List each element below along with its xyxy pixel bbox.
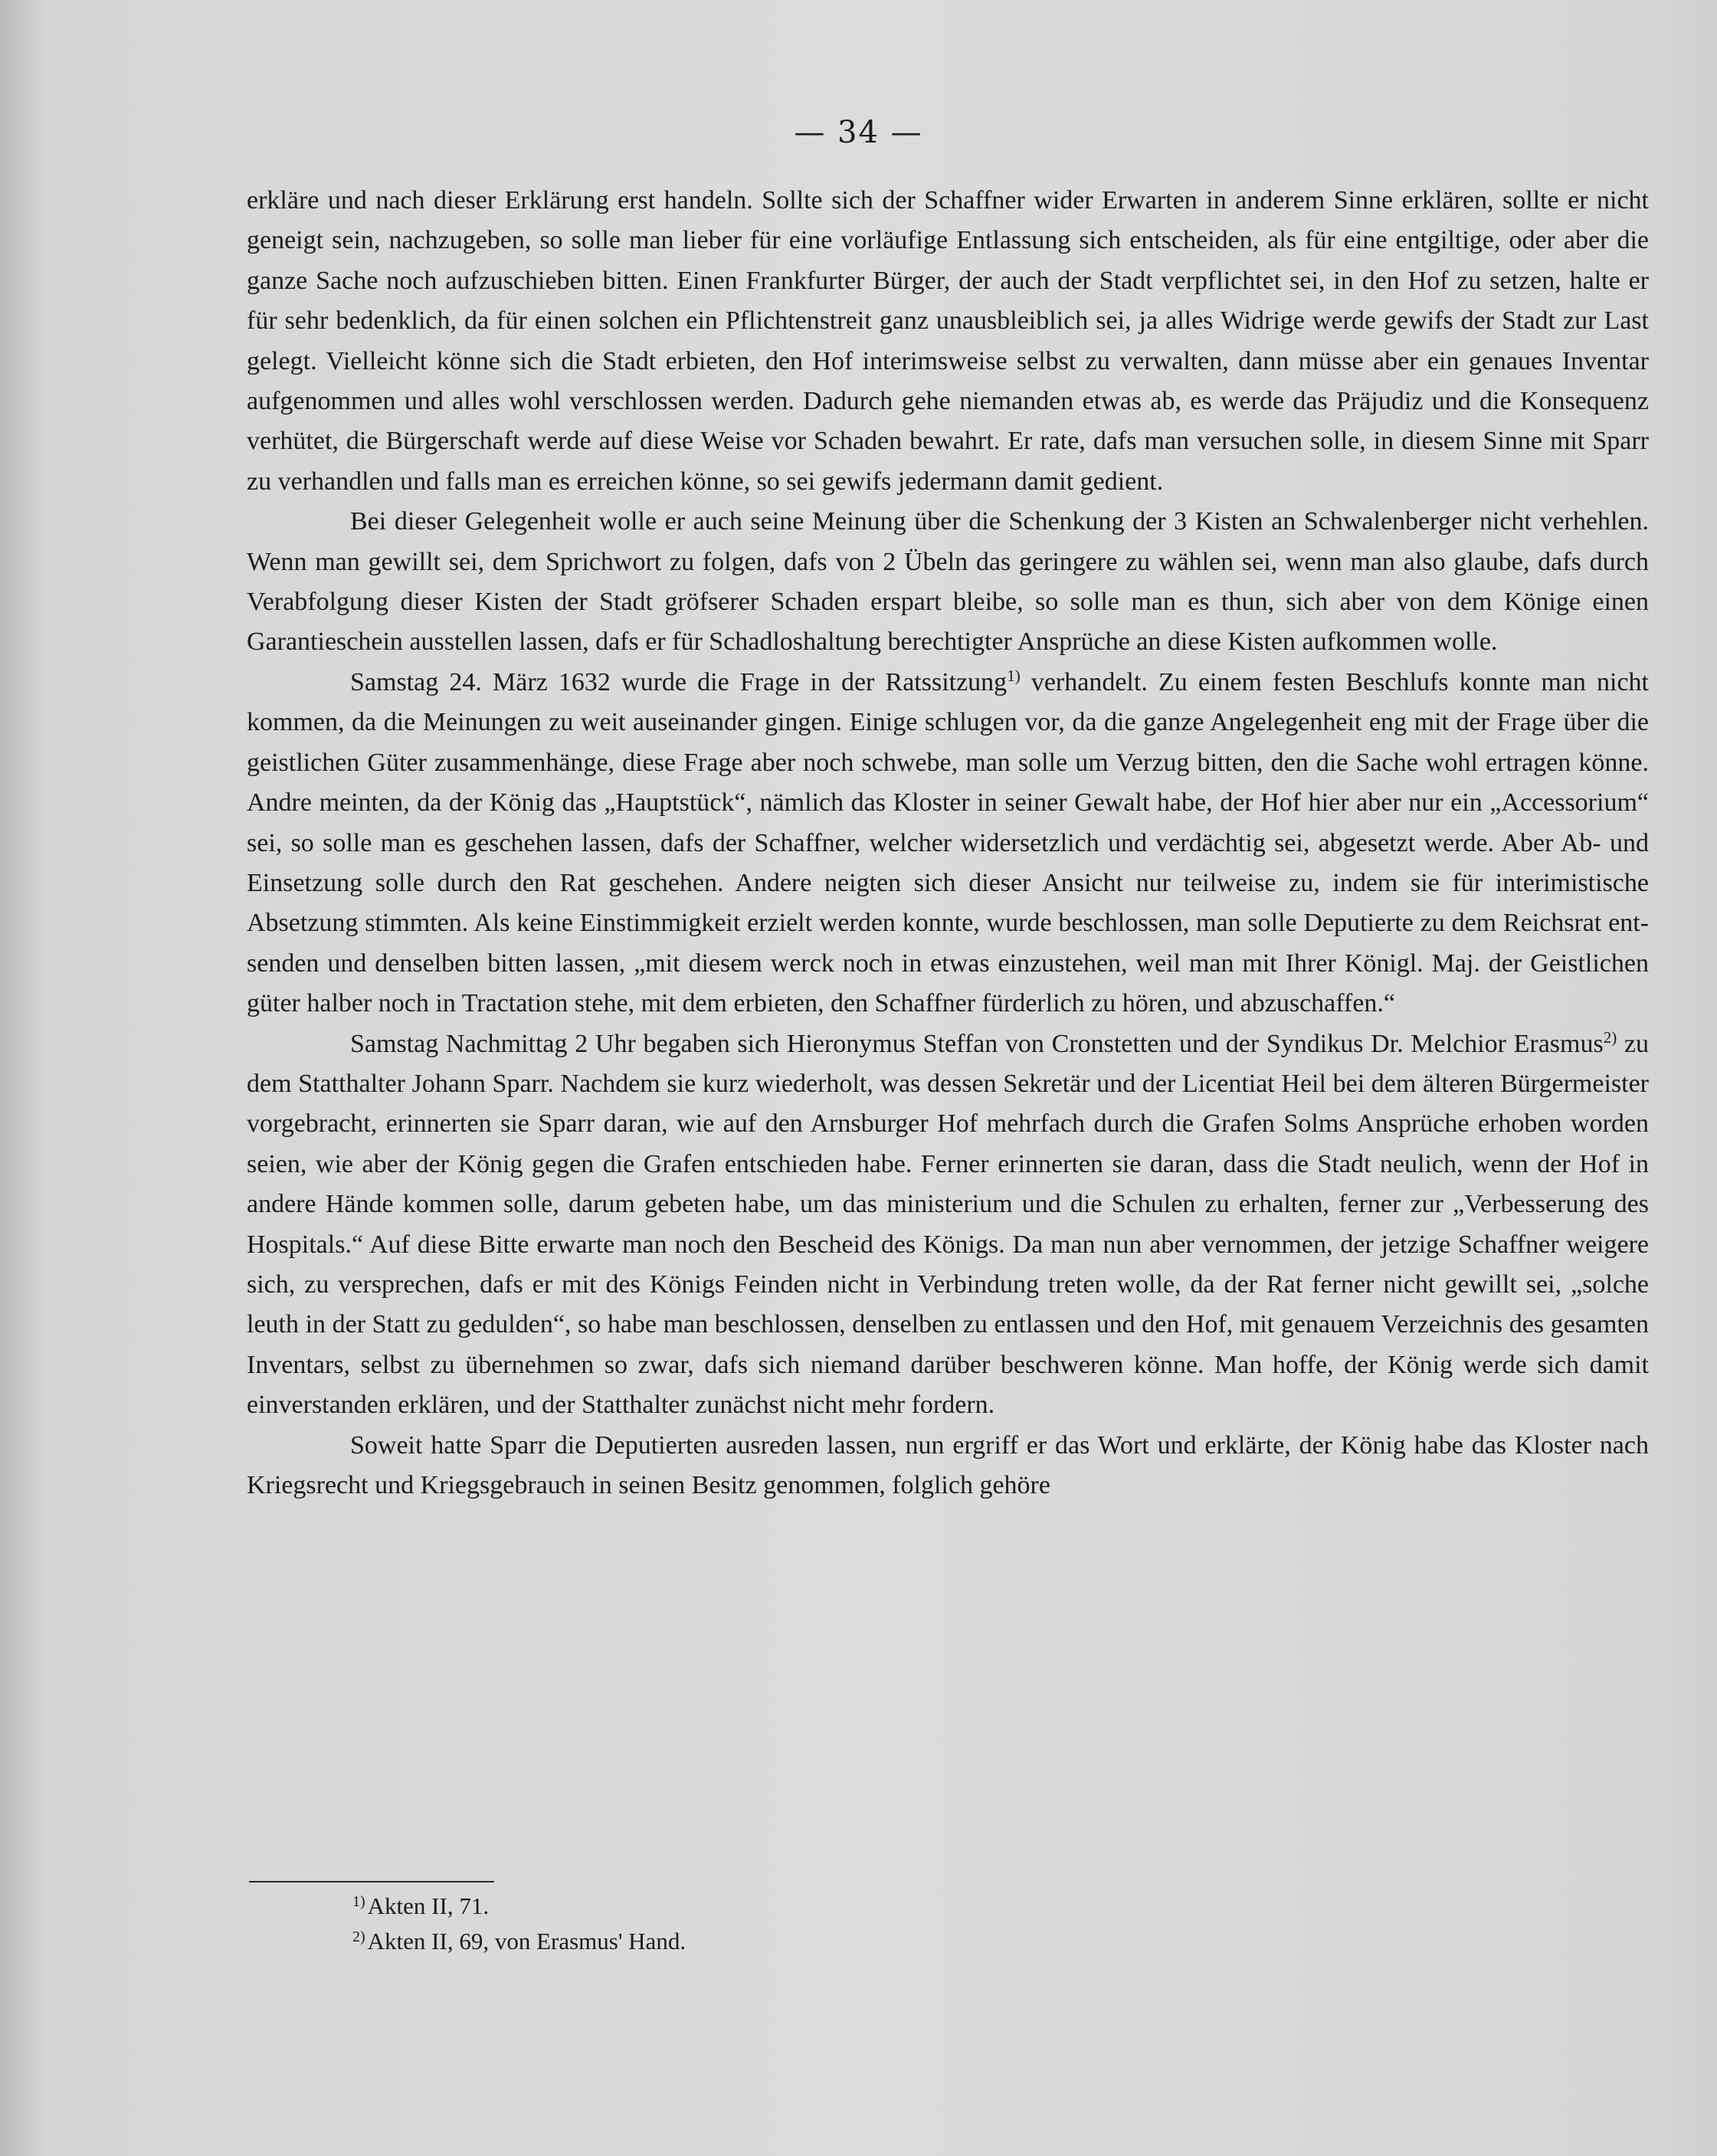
- paragraph-5: Soweit hatte Sparr die Deputierten ausreden lassen, nun ergriff er das Wort und erklärte, der König habe das Kloster nach Kriegsrecht und Kriegsgebrauch in seinen Besitz genommen, folglich gehöre: [247, 1430, 1649, 1499]
- paragraph-3-text-after: verhandelt. Zu einem festen Beschlufs konnte man nicht kommen, da die Meinungen zu weit auseinander gingen. Einige schlugen vor, da die ganze Angelegenheit eng mit der Frage über die geistlichen Güter zusammenhänge, diese Frage aber noch schwebe, man solle um Verzug bitten, den die Sache wohl ertragen könne. Andre meinten, da der König das „Hauptstück“, nämlich das Kloster in seiner Gewalt habe, der Hof hier aber nur ein „Accessorium“ sei, so solle man es geschehen lassen, dafs der Schaffner, welcher widersetzlich und verdächtig sei, abgesetzt werde. Aber Ab- und Einsetzung solle durch den Rat geschehen. Andere neigten sich dieser Ansicht nur teilweise zu, indem sie für interimistische Absetzung stimmten. Als keine Einstimmigkeit erzielt werden konnte, wurde beschlossen, man solle Deputierte zu dem Reichsrat entsenden und denselben bitten lassen, „mit diesem werck noch in etwas einzustehen, weil man mit Ihrer Königl. Maj. der Geistlichen güter halber noch in Tractation stehe, mit dem erbieten, den Schaffner fürderlich zu hören, und abzuschaffen.“: [247, 667, 1649, 1018]
- footnote-ref-1: 1): [1007, 666, 1021, 685]
- paragraph-3-text-before: Samstag 24. März 1632 wurde die Frage in der Ratssitzung: [350, 667, 1008, 696]
- paragraph-4-text-before: Samstag Nachmittag 2 Uhr begaben sich Hieronymus Steffan von Cronstetten und der Syndikus Dr. Melchior Erasmus: [350, 1029, 1604, 1058]
- paragraph-4-text-after: zu dem Statthalter Johann Sparr. Nachdem sie kurz wiederholt, was dessen Sekretär und der Licentiat Heil bei dem älteren Bürgermeister vorgebracht, erinnerten sie Sparr daran, wie auf den Arnsburger Hof mehrfach durch die Grafen Solms Ansprüche erhoben worden seien, wie aber der König gegen die Grafen entschieden habe. Ferner erinnerten sie daran, dass die Stadt neulich, wenn der Hof in andere Hände kommen solle, darum gebeten habe, um das ministerium und die Schulen zu erhalten, ferner zur „Verbesserung des Hospitals.“ Auf diese Bitte erwarte man noch den Bescheid des Königs. Da man nun aber vernommen, der jetzige Schaffner weigere sich, zu versprechen, dafs er mit des Königs Feinden nicht in Verbindung treten wolle, da der Rat ferner nicht gewillt sei, „solche leuth in der Statt zu gedulden“, so habe man beschlossen, denselben zu entlassen und den Hof, mit genauem Verzeichnis des gesamten Inventars, selbst zu übernehmen so zwar, dafs sich niemand darüber beschweren könne. Man hoffe, der König werde sich damit einverstanden erklären, und der Statthalter zunächst nicht mehr fordern.: [247, 1029, 1649, 1420]
- footnote-divider: [249, 1881, 494, 1882]
- paragraph-4: [247, 1024, 1649, 1426]
- footnote-ref-2: 2): [1603, 1027, 1617, 1047]
- footnote-2: [352, 1922, 686, 1957]
- footnote-text: Akten II, 69, von Erasmus' Hand.: [367, 1928, 686, 1954]
- paragraph-1: erkläre und nach dieser Erklärung erst handeln. Sollte sich der Schaffner wider Erwarten in anderem Sinne erklären, sollte er nicht geneigt sein, nachzugeben, so solle man lieber für eine vorläufige Entlassung sich entscheiden, als für eine entgiltige, oder aber die ganze Sache noch aufzuschieben bitten. Einen Frankfurter Bürger, der auch der Stadt verpflichtet sei, in den Hof zu setzen, halte er für sehr bedenklich, da für einen solchen ein Pflichtenstreit ganz unausbleiblich sei, ja alles Widrige werde gewifs der Stadt zur Last gelegt. Vielleicht könne sich die Stadt erbieten, den Hof interimsweise selbst zu verwalten, dann müsse aber ein genaues Inventar aufgenommen und alles wohl verschlossen werden. Dadurch gehe niemanden etwas ab, es werde das Präjudiz und die Konsequenz verhütet, die Bürgerschaft werde auf diese Weise vor Schaden bewahrt. Er rate, dafs man versuchen solle, in diesem Sinne mit Sparr zu verhandlen und falls man es erreichen könne, so sei gewifs jedermann damit gedient.: [247, 186, 1649, 496]
- footnote-marker: 2): [352, 1928, 365, 1945]
- footnote-1: [352, 1886, 686, 1922]
- footnotes: [352, 1886, 686, 1957]
- body-text: [247, 181, 1649, 1506]
- page-number: — 34 —: [794, 115, 923, 150]
- paragraph-3: [247, 663, 1649, 1024]
- footnote-text: Akten II, 71.: [367, 1892, 490, 1919]
- footnote-marker: 1): [352, 1893, 365, 1910]
- paragraph-2: Bei dieser Gelegenheit wolle er auch seine Meinung über die Schenkung der 3 Kisten an Schwalenberger nicht verhehlen. Wenn man gewillt sei, dem Sprichwort zu folgen, dafs von 2 Übeln das geringere zu wählen sei, wenn man also glaube, dafs durch Verabfolgung dieser Kisten der Stadt gröfserer Schaden erspart bleibe, so solle man es thun, sich aber von dem Könige einen Garantieschein ausstellen lassen, dafs er für Schadloshaltung berechtigter Ansprüche an diese Kisten aufkommen wolle.: [247, 507, 1649, 657]
